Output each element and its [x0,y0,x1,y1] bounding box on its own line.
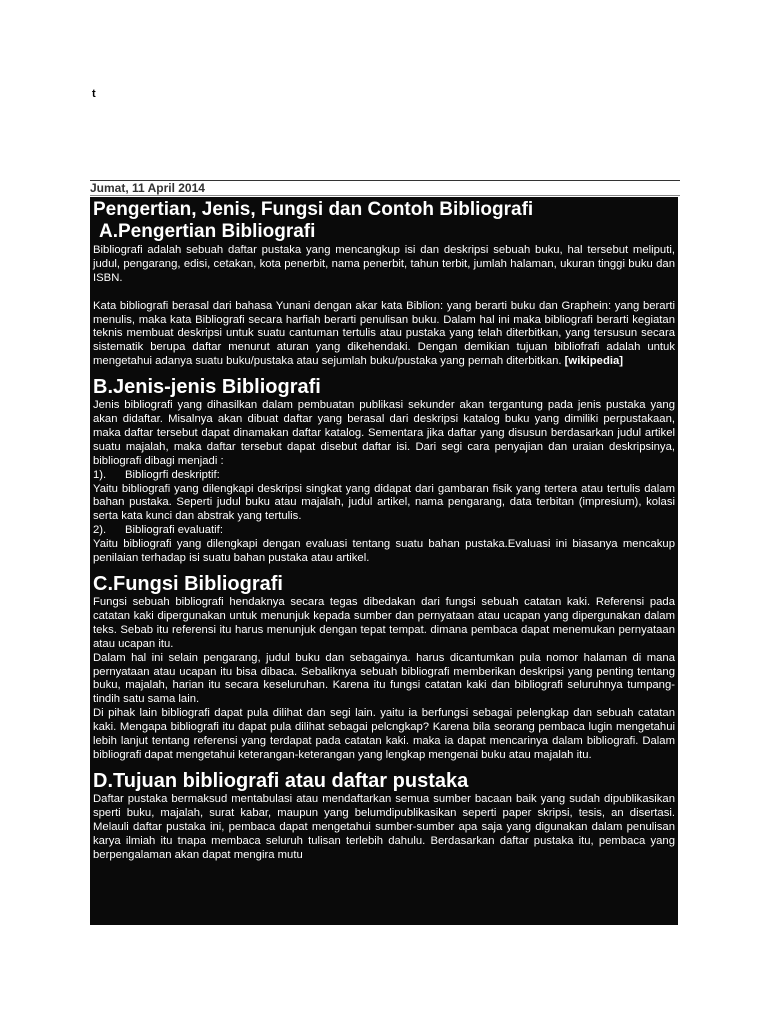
section-b-item-1-text: Yaitu bibliografi yang dilengkapi deskripsi singkat yang didapat dari gambaran fisik yang tertera atau tertulis dalam bahan pustaka. Seperti judul buku atau majalah, judul artikel, nama pengarang, data terbitan (impresium), kolasi serta kata kunci dan abstrak yang tertulis. [93,482,675,523]
date-rule-bottom [90,195,680,196]
section-c-paragraph-2: Dalam hal ini selain pengarang, judul buku dan sebagainya. harus dicantumkan pula nomor halaman di mana pernyataan atau ucapan itu bisa dibaca. Sebaliknya sebuah bibliografi memberikan deskripsi yang penting tentang buku, majalah, harian itu secara keseluruhan. Karena itu fungsi catatan kaki dan bibliografi seluruhnya tumpang-tindih satu sama lain. [93,651,675,706]
section-a-paragraph-2-text: Kata bibliografi berasal dari bahasa Yunani dengan akar kata Biblion: yang berarti buku dan Graphein: yang berarti menulis, maka kata Bibliografi secara harfiah berarti penulisan buku. Dalam hal ini maka bibliografi berarti kegiatan teknis membuat deskripsi untuk suatu cantuman tertulis atau pustaka yang telah diterbitkan, yang tersusun secara sistematik berupa daftar menurut aturan yang dikehendaki. Dengan demikian tujuan bibliofrafi adalah untuk mengetahui adanya suatu buku/pustaka atau sejumlah buku/pustaka yang pernah diterbitkan. [93,299,675,368]
section-b-paragraph-1: Jenis bibliografi yang dihasilkan dalam pembuatan publikasi sekunder akan tergantung pada jenis pustaka yang akan didaftar. Misalnya akan dibuat daftar yang berasal dari deskripsi katalog buku yang dimiliki perpustakaan, maka daftar tersebut dapat dinamakan daftar katalog. Sementara jika daftar yang disusun berdasarkan judul artikel suatu majalah, maka daftar tersebut dapat disebut daftar isi. Dari segi cara penyajian dan uraian deskripsinya, bibliografi dibagi menjadi : [93,399,675,467]
item-1-number: 1). [93,468,107,481]
item-1-label: Bibliogrfi deskriptif: [125,468,220,481]
wikipedia-citation: [wikipedia] [564,355,624,368]
section-a-paragraph-1: Bibliografi adalah sebuah daftar pustaka yang mencangkup isi dan deskripsi sebuah buku, hal tersebut meliputi, judul, pengarang, edisi, cetakan, kota penerbit, nama penerbit, tahun terbit, jumlah halaman, ukuran tinggi buku dan ISBN. [93,244,675,284]
section-a-paragraph-2 [93,300,675,370]
post-title: Pengertian, Jenis, Fungsi dan Contoh Bibliografi [93,199,534,220]
section-b-item-1-title [93,469,675,483]
section-d-heading: D.Tujuan bibliografi atau daftar pustaka [93,769,469,792]
post-body [90,197,678,925]
section-d-paragraph-1: Daftar pustaka bermaksud mentabulasi atau mendaftarkan semua sumber bacaan baik yang sudah dipublikasikan sperti buku, majalah, surat kabar, maupun yang belumdipublikasikan seperti paper skripsi, tesis, an disertasi. Melauli daftar pustaka ini, pembaca dapat mengetahui sumber-sumber apa saja yang digunakan dalam penulisan karya ilmiah itu tnapa membaca seluruh tulisan terlebih dahulu. Berdasarkan daftar pustaka itu, pembaca yang berpengalaman akan dapat mengira mutu [93,792,675,861]
post-date: Jumat, 11 April 2014 [90,181,205,195]
section-c-heading: C.Fungsi Bibliografi [93,573,283,596]
section-c-paragraph-3: Di pihak lain bibliografi dapat pula dilihat dan segi lain. yaitu ia berfungsi sebagai pelengkap dan sebuah catatan kaki. Mengapa bibliografi itu dapat pula dilihat sebagai pelcngkap? Karena bila seorang pembaca lugin mengetahui lebih lanjut tentang referensi yang terdapat pada catatan kaki. maka ia dapat mencarinya dalam bibliografi. Dalam bibliografi dapat mengetahui keterangan-keterangan yang lengkap mengenai buku atau majalah itu. [93,707,675,761]
section-c-paragraph-1: Fungsi sebuah bibliografi hendaknya secara tegas dibedakan dari fungsi sebuah catatan kaki. Referensi pada catatan kaki dipergunakan untuk menunjuk kepada sumber dan pernyataan atau ucapan yang dipergunakan dalam teks. Sebab itu referensi itu harus menunjuk dengan tepat tempat. dimana pembaca dapat menemukan pernyataan atau ucapan itu. [93,596,675,650]
section-b-item-2-title [93,524,675,538]
item-2-number: 2). [93,524,107,537]
section-b-item-2-text: Yaitu bibliografi yang dilengkapi dengan evaluasi tentang suatu bahan pustaka.Evaluasi ini biasanya mencakup penilaian terhadap isi suatu bahan pustaka atau artikel. [93,538,675,565]
item-2-label: Bibliografi evaluatif: [125,524,223,537]
section-b-heading: B.Jenis-jenis Bibliografi [93,376,321,399]
section-a-heading: A.Pengertian Bibliografi [99,221,316,242]
stray-character: t [92,88,96,100]
